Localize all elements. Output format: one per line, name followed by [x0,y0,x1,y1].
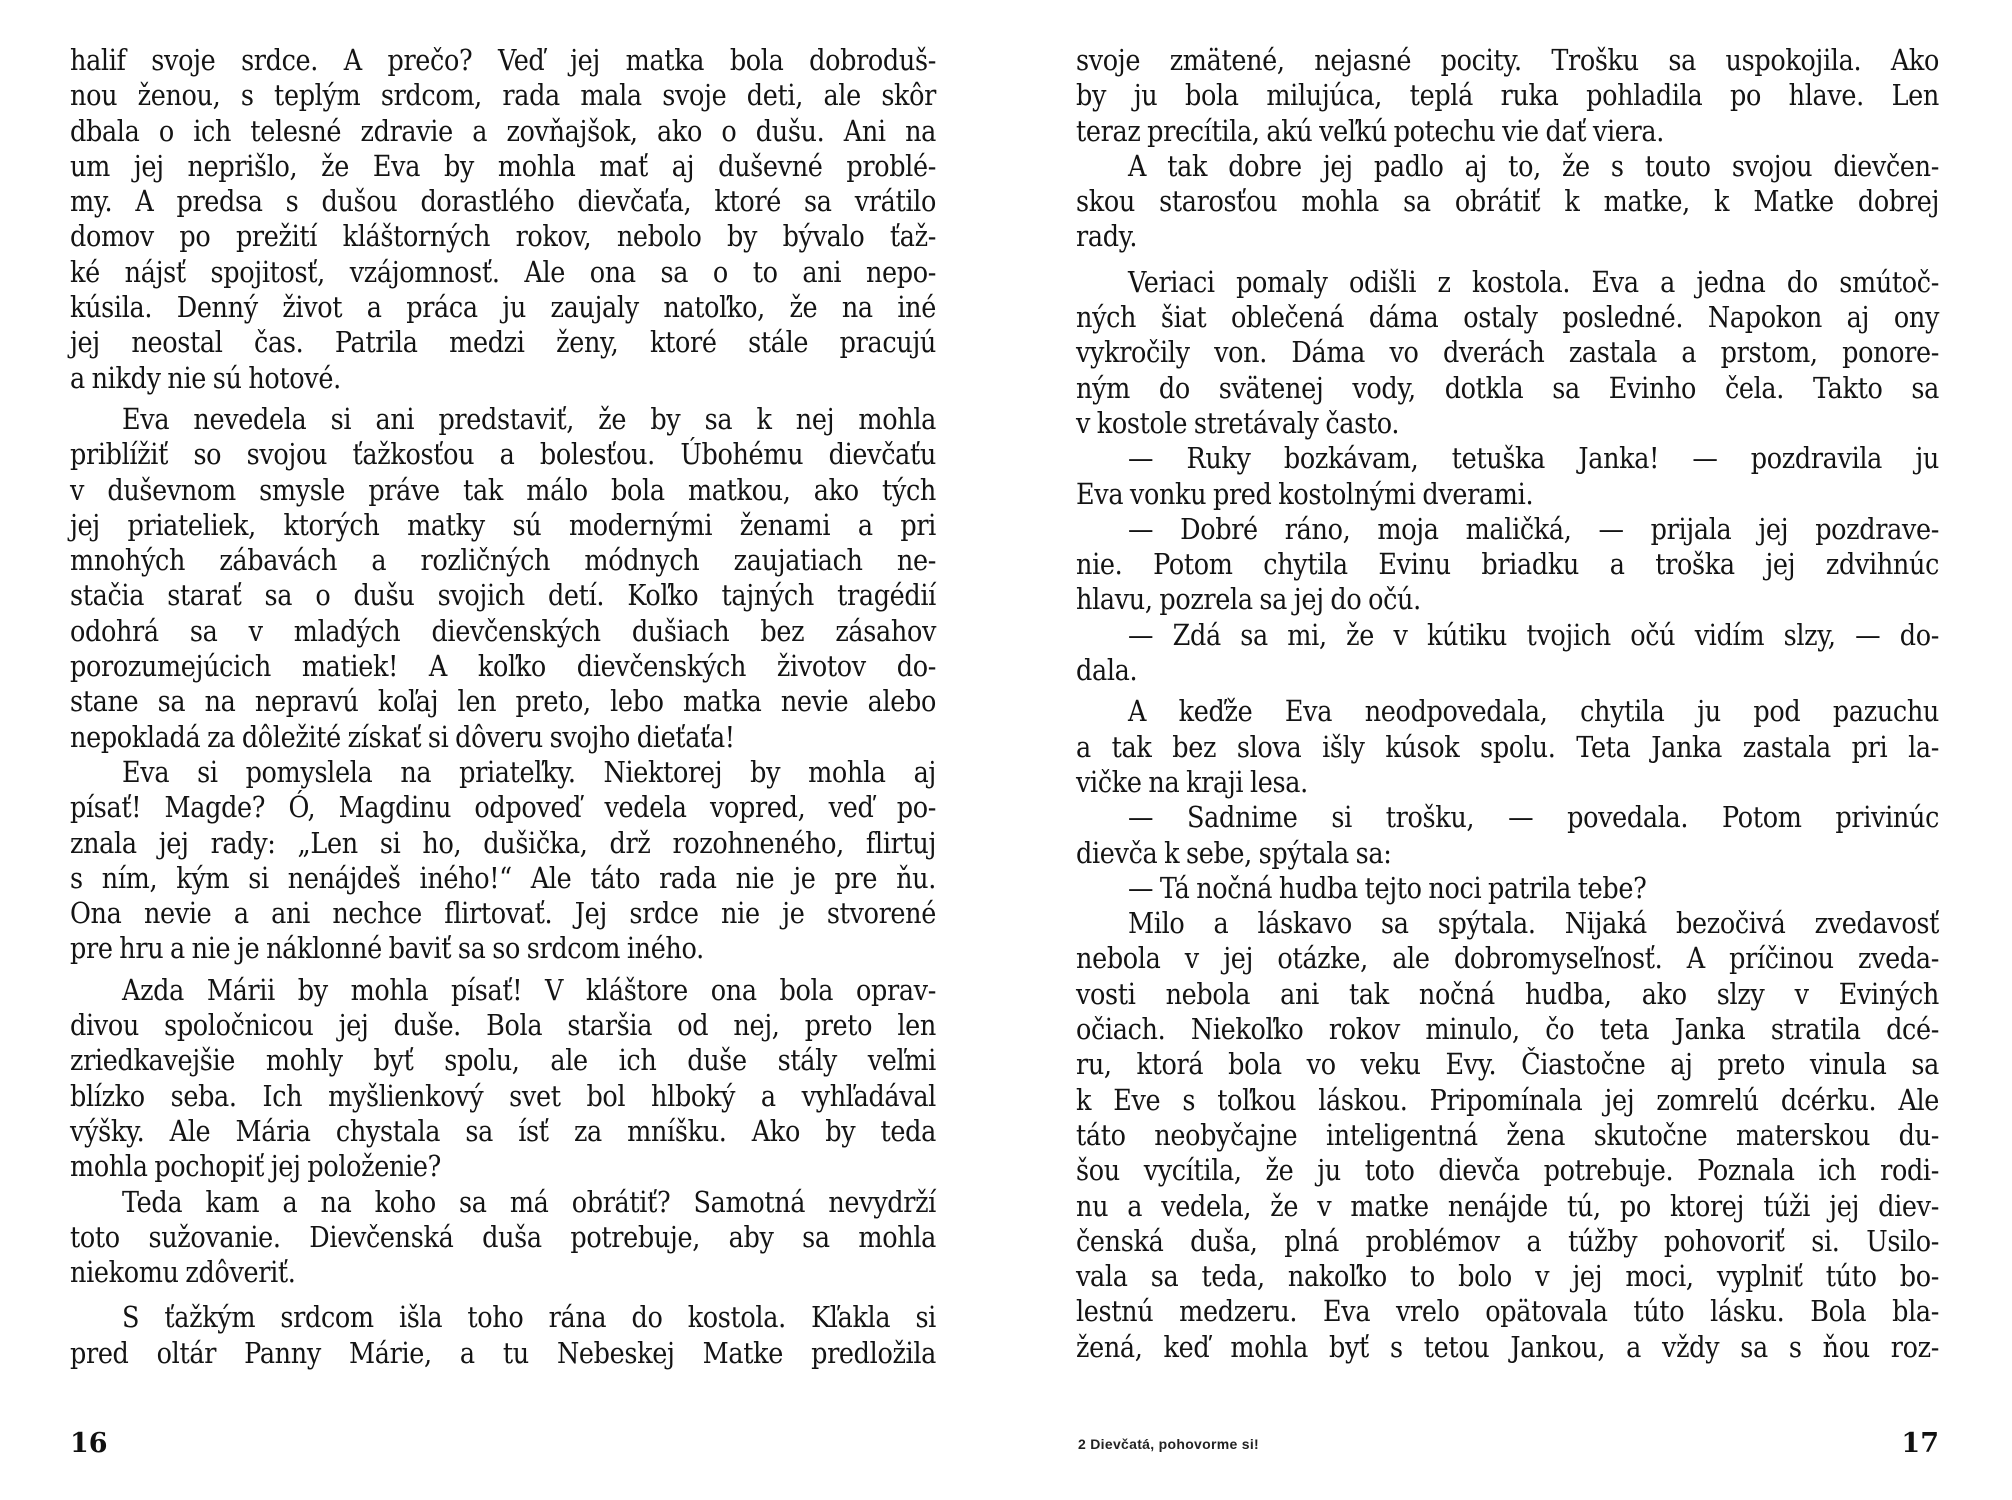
text-line: S ťažkým srdcom išla toho rána do kostola. Kľakla si [122,1301,936,1336]
text-line: rady. [1076,220,1138,255]
text-line: Ona nevie a ani nechce flirtovať. Jej srdce nie je stvorené [70,897,936,931]
text-line: a tak bez slova išly kúsok spolu. Teta Janka zastala pri la- [1076,730,1939,765]
text-line: toto sužovanie. Dievčenská duša potrebuje, aby sa mohla [70,1220,936,1255]
text-line: — Ruky bozkávam, tetuška Janka! — pozdravila ju [1128,442,1939,476]
text-line: dbala o ich telesné zdravie a zovňajšok, ako o dušu. Ani na [70,114,936,149]
text-line: čenská duša, plná problémov a túžby pohovoriť si. Usilo- [1076,1224,1939,1259]
text-line: v kostole stretávaly často. [1076,407,1400,441]
text-line: ké nájsť spojitosť, vzájomnosť. Ale ona sa o to ani nepo- [70,255,936,290]
text-line: nou ženou, s teplým srdcom, rada mala svoje deti, ale skôr [70,79,936,114]
text-line: nepokladá za dôležité získať si dôveru svojho dieťaťa! [70,720,735,755]
text-line: jej neostal čas. Patrila medzi ženy, ktoré stále pracujú [70,326,936,361]
text-line: ným do svätenej vody, dotkla sa Evinho čela. Takto sa [1076,371,1939,406]
text-line: výšky. Ale Mária chystala sa ísť za mníšku. Ako by teda [70,1115,936,1149]
text-line: vykročily von. Dáma vo dverách zastala a prstom, ponore- [1076,336,1939,371]
right-page [1076,0,1939,1500]
text-line: — Dobré ráno, moja maličká, — prijala jej pozdrave- [1128,512,1939,547]
text-line: vičke na kraji lesa. [1076,766,1308,800]
text-line: dala. [1076,654,1138,688]
text-line: Teda kam a na koho sa má obrátiť? Samotná nevydrží [122,1185,936,1220]
text-line: žená, keď mohla byť s tetou Jankou, a vždy sa s ňou roz- [1076,1330,1939,1365]
text-line: by ju bola milujúca, teplá ruka pohladila po hlave. Len [1076,79,1939,114]
text-line: k Eve s toľkou láskou. Pripomínala jej zomrelú dcérku. Ale [1076,1083,1939,1118]
text-line: skou starosťou mohla sa obrátiť k matke, k Matke dobrej [1076,185,1939,219]
text-line: domov po prežití kláštorných rokov, nebolo by bývalo ťaž- [70,220,936,255]
text-line: šou vycítila, že ju toto dievča potrebuje. Poznala ich rodi- [1076,1154,1939,1188]
text-line: Milo a láskavo sa spýtala. Nijaká bezočivá zvedavosť [1128,907,1939,941]
text-line: písať! Magde? Ó, Magdinu odpoveď vedela vopred, veď po- [70,791,936,825]
text-line: vosti nebola ani tak nočná hudba, ako slzy v Eviných [1076,977,1939,1012]
text-line: teraz precítila, akú veľkú potechu vie dať viera. [1076,114,1664,149]
text-line: Veriaci pomaly odišli z kostola. Eva a jedna do smútoč- [1128,265,1939,300]
text-line: pre hru a nie je náklonné baviť sa so srdcom iného. [70,932,704,967]
text-line: A keďže Eva neodpovedala, chytila ju pod pazuchu [1128,695,1939,730]
text-line: nie. Potom chytila Evinu briadku a troška jej zdvihnúc [1076,548,1939,582]
text-line: mohla pochopiť jej položenie? [70,1150,441,1184]
text-line: porozumejúcich matiek! A koľko dievčenských životov do- [70,650,936,684]
text-line: stačia starať sa o dušu svojich detí. Koľko tajných tragédií [70,579,936,614]
text-line: A tak dobre jej padlo aj to, že s touto svojou dievčen- [1128,150,1939,184]
signature-mark: 2 Dievčatá, pohovorme si! [1078,1436,1260,1452]
text-line: zriedkavejšie mohly byť spolu, ale ich duše stály veľmi [70,1044,936,1079]
text-line: ných šiat oblečená dáma ostaly posledné. Napokon aj ony [1076,301,1939,335]
text-line: halif svoje srdce. A prečo? Veď jej matka bola dobroduš- [70,44,936,78]
text-line: znala jej rady: „Len si ho, dušička, drž rozohneného, flirtuj [70,826,936,861]
text-line: táto neobyčajne inteligentná žena skutočne materskou du- [1076,1119,1939,1153]
text-line: priblížiť so svojou ťažkosťou a bolesťou. Úbohému dievčaťu [70,438,936,472]
text-line: odohrá sa v mladých dievčenských dušiach bez zásahov [70,614,936,649]
text-line: stane sa na nepravú koľaj len preto, lebo matka nevie alebo [70,685,936,720]
text-line: ru, ktorá bola vo veku Evy. Čiastočne aj preto vinula sa [1076,1048,1939,1083]
right-page-text [1076,44,1939,1366]
text-line: Eva vonku pred kostolnými dverami. [1076,477,1534,512]
page-number: 16 [70,1428,108,1459]
text-line: um jej neprišlo, že Eva by mohla mať aj duševné problé- [70,150,936,184]
text-line: Eva nevedela si ani predstaviť, že by sa k nej mohla [122,403,936,437]
text-line: divou spoločnicou jej duše. Bola staršia od nej, preto len [70,1009,936,1043]
text-line: nu a vedela, že v matke nenájde tú, po ktorej túži jej diev- [1076,1189,1939,1224]
text-line: jej priateliek, ktorých matky sú modernými ženami a pri [70,508,936,543]
text-line: svoje zmätené, nejasné pocity. Trošku sa uspokojila. Ako [1076,44,1939,78]
text-line: Eva si pomyslela na priateľky. Niektorej by mohla aj [122,756,936,790]
text-line: niekomu zdôveriť. [70,1256,296,1290]
text-line: a nikdy nie sú hotové. [70,361,341,396]
text-line: Azda Márii by mohla písať! V kláštore ona bola oprav- [122,973,936,1008]
text-line: s ním, kým si nenájdeš iného!“ Ale táto rada nie je pre ňu. [70,861,936,896]
text-line: vala sa teda, nakoľko to bolo v jej moci, vyplniť túto bo- [1076,1260,1939,1294]
text-line: — Zdá sa mi, že v kútiku tvojich očú vidím slzy, — do- [1128,618,1939,653]
text-line: — Tá nočná hudba tejto noci patrila tebe? [1128,871,1647,906]
text-line: očiach. Niekoľko rokov minulo, čo teta Janka stratila dcé- [1076,1013,1939,1047]
text-line: nebola v jej otázke, ale dobromyseľnosť. A príčinou zveda- [1076,942,1939,977]
page-number: 17 [1901,1428,1939,1459]
text-line: pred oltár Panny Márie, a tu Nebeskej Matke predložila [70,1336,936,1371]
text-line: kúsila. Denný život a práca ju zaujaly natoľko, že na iné [70,291,936,325]
text-line: my. A predsa s dušou dorastlého dievčaťa, ktoré sa vrátilo [70,185,936,219]
text-line: blízko seba. Ich myšlienkový svet bol hlboký a vyhľadával [70,1079,936,1114]
text-line: hlavu, pozrela sa jej do očú. [1076,583,1421,618]
left-page [70,0,936,1500]
left-page-text [70,44,936,1372]
text-line: dievča k sebe, spýtala sa: [1076,836,1392,871]
text-line: lestnú medzeru. Eva vrelo opätovala túto lásku. Bola bla- [1076,1295,1939,1330]
text-line: v duševnom smysle práve tak málo bola matkou, ako tých [70,473,936,508]
text-line: — Sadnime si trošku, — povedala. Potom privinúc [1128,801,1939,835]
text-line: mnohých zábavách a rozličných módnych zaujatiach ne- [70,544,936,578]
